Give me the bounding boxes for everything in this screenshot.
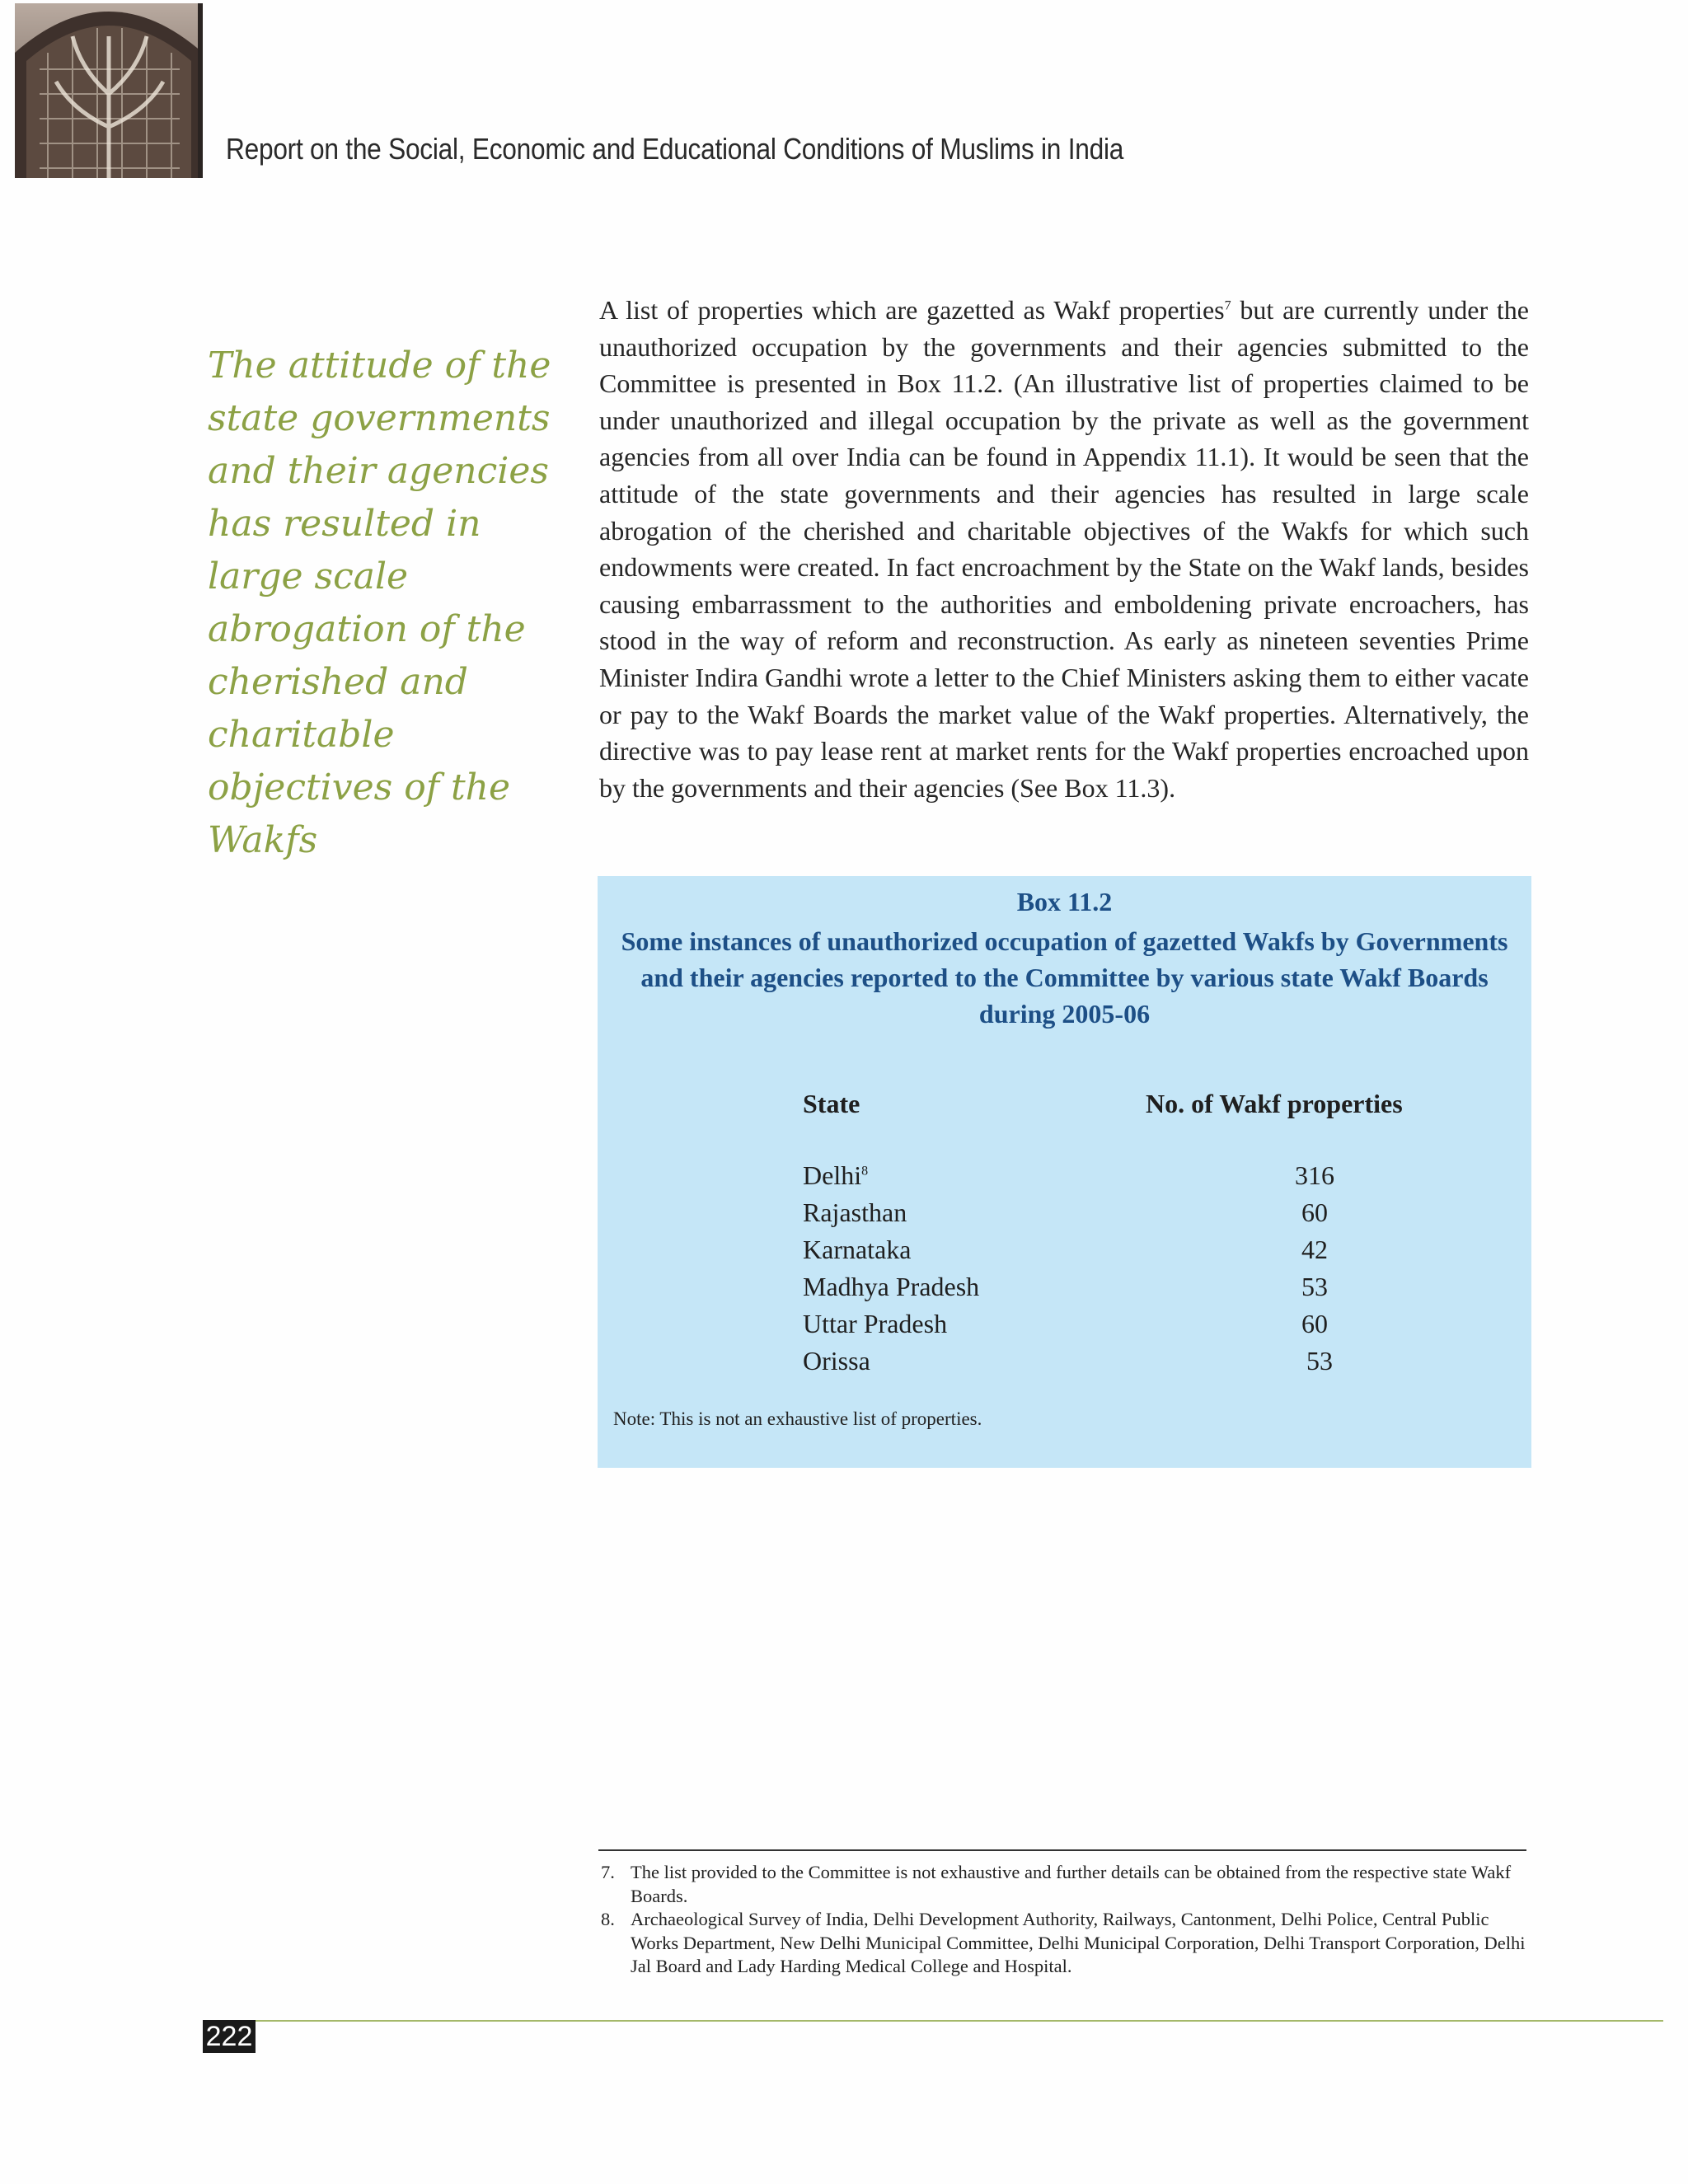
footnote-7 bbox=[599, 1861, 1527, 1908]
cell-state: Orissa bbox=[803, 1346, 870, 1376]
cell-count: 42 bbox=[1301, 1235, 1328, 1264]
box-11-2 bbox=[598, 876, 1531, 1468]
body-text-part: but are currently under the unauthorized occupation by the governments and their agencies submitted to the Committee is presented in Box 11.2. (An illustrative list of properties claimed to be under unauthorized and illegal occupation by the private as well as the government agencies from all over India can be found in Appendix 11.1). It would be seen that the attitude of the state governments and their agencies has resulted in large scale abrogation of the cherished and charitable objectives of the Wakfs for which such endowments were created. In fact encroachment by the State on the Wakf lands, besides causing embarrassment to the authorities and emboldening private encroachers, has stood in the way of reform and reconstruction. As early as nineteen seventies Prime Minister Indira Gandhi wrote a letter to the Chief Ministers asking them to either vacate or pay to the Wakf Boards the market value of the Wakf properties. Alternatively, the directive was to pay lease rent at market rents for the Wakf properties encroached upon by the governments and their agencies (See Box 11.3). bbox=[599, 295, 1530, 803]
page-number: 222 bbox=[203, 2020, 256, 2053]
header-lattice-image bbox=[15, 3, 203, 178]
wakf-table bbox=[598, 876, 1531, 1468]
table-row bbox=[598, 1197, 1531, 1234]
state-name: Delhi bbox=[803, 1160, 862, 1190]
table-row bbox=[598, 1272, 1531, 1308]
body-text-part: A list of properties which are gazetted as Wakf properties bbox=[599, 295, 1225, 325]
table-row bbox=[598, 1309, 1531, 1345]
cell-count: 60 bbox=[1301, 1309, 1328, 1338]
column-header-count: No. of Wakf properties bbox=[1146, 1089, 1403, 1118]
report-title: Report on the Social, Economic and Educational Conditions of Muslims in India bbox=[226, 132, 1124, 166]
box-title: Some instances of unauthorized occupation of gazetted Wakfs by Governments and their agencies reported to the Committee by various state Wakf Boards during 2005-06 bbox=[621, 926, 1508, 1029]
footnote-8 bbox=[599, 1908, 1527, 1979]
footnotes bbox=[599, 1861, 1527, 1979]
table-row bbox=[598, 1235, 1531, 1271]
body-paragraph bbox=[599, 292, 1529, 806]
footnote-number: 7. bbox=[601, 1862, 615, 1882]
cell-count: 53 bbox=[1306, 1346, 1333, 1376]
cell-state: Karnataka bbox=[803, 1235, 912, 1264]
cell-count: 316 bbox=[1295, 1160, 1334, 1190]
pull-quote: The attitude of the state governments and their agencies has resulted in large scale abrogation of the cherished and charitable objectives of the Wakfs bbox=[208, 344, 551, 861]
cell-state bbox=[803, 1160, 868, 1191]
box-note: Note: This is not an exhaustive list of properties. bbox=[613, 1408, 982, 1429]
footnote-divider bbox=[598, 1849, 1526, 1851]
cell-state: Rajasthan bbox=[803, 1197, 907, 1227]
table-row bbox=[598, 1346, 1531, 1382]
footnote-text: Archaeological Survey of India, Delhi Development Authority, Railways, Cantonment, Delhi Police, Central Public Works Department, New Delhi Municipal Committee, Delhi Municipal Corporation, Delhi Transport Corporation, Delhi Jal Board and Lady Harding Medical College and Hospital. bbox=[631, 1909, 1526, 1976]
cell-count: 60 bbox=[1301, 1197, 1328, 1227]
box-label: Box 11.2 bbox=[1016, 887, 1113, 916]
cell-state: Uttar Pradesh bbox=[803, 1309, 948, 1338]
footnote-ref-8[interactable]: 8 bbox=[861, 1164, 869, 1179]
column-header-state: State bbox=[803, 1089, 860, 1118]
table-row bbox=[598, 1160, 1531, 1197]
cell-state: Madhya Pradesh bbox=[803, 1272, 980, 1301]
footnote-text: The list provided to the Committee is not exhaustive and further details can be obtained from the respective state Wakf Boards. bbox=[631, 1862, 1512, 1906]
footer-divider bbox=[203, 2020, 1663, 2022]
footnote-ref-7[interactable]: 7 bbox=[1224, 298, 1231, 313]
footnote-number: 8. bbox=[601, 1909, 615, 1929]
cell-count: 53 bbox=[1301, 1272, 1328, 1301]
